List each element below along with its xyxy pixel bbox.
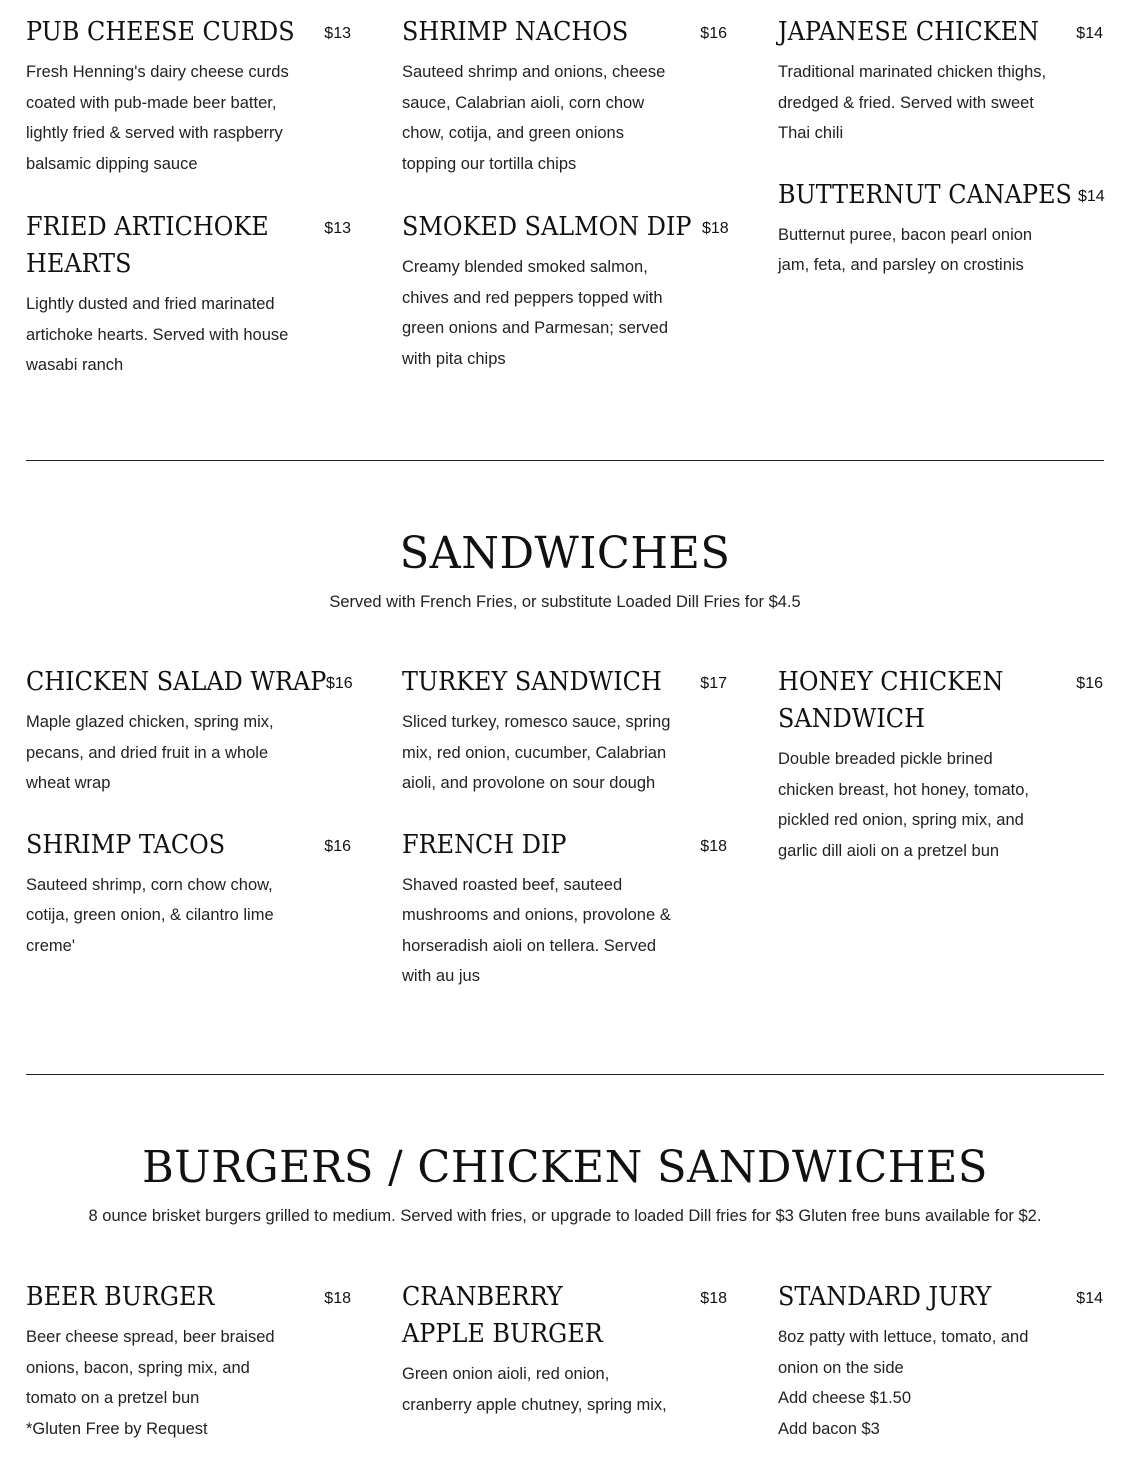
menu-item — [402, 14, 727, 179]
item-description-text: 8oz patty with lettuce, tomato, and onion on the side — [778, 1328, 1033, 1377]
appetizers-column-3 — [778, 14, 1103, 411]
item-name: CHICKEN SALAD WRAP — [26, 667, 327, 697]
item-name: BEER BURGER — [26, 1282, 215, 1312]
menu-item — [778, 177, 1103, 281]
item-name: HONEY CHICKEN SANDWICH — [778, 667, 1004, 734]
item-description: Butternut puree, bacon pearl onion jam, feta, and parsley on crostinis — [778, 225, 1033, 274]
item-name: SMOKED SALMON DIP — [402, 212, 692, 242]
item-addon: Add bacon $3 — [778, 1419, 880, 1438]
menu-item — [26, 209, 351, 381]
item-price: $18 — [700, 837, 727, 855]
item-price: $18 — [324, 1290, 351, 1307]
item-name: STANDARD JURY — [778, 1282, 992, 1312]
item-price: $16 — [700, 25, 727, 42]
item-price: $17 — [700, 675, 727, 692]
item-name: SHRIMP TACOS — [26, 829, 226, 860]
menu-item — [26, 1279, 351, 1444]
menu-item — [402, 209, 727, 374]
item-description: Creamy blended smoked salmon, chives and red peppers topped with green onions and Parmesan; served with pita chips — [402, 258, 668, 368]
item-description — [26, 1322, 301, 1444]
item-name: BUTTERNUT CANAPES — [778, 179, 1072, 210]
menu-item — [26, 14, 351, 179]
item-description: Double breaded pickle brined chicken breast, hot honey, tomato, pickled red onion, spring mix, and garlic dill aioli on a pretzel bun — [778, 750, 1030, 860]
item-description: Sauteed shrimp, corn chow chow, cotija, green onion, & cilantro lime creme' — [26, 875, 274, 955]
item-description: Lightly dusted and fried marinated artichoke hearts. Served with house wasabi ranch — [26, 295, 289, 374]
item-description: Sauteed shrimp and onions, cheese sauce, Calabrian aioli, corn chow chow, cotija, and green onions topping our tortilla chips — [402, 63, 666, 173]
item-description: Traditional marinated chicken thighs, dredged & fried. Served with sweet Thai chili — [778, 63, 1047, 142]
item-name: TURKEY SANDWICH — [402, 667, 662, 697]
item-name: PUB CHEESE CURDS — [26, 17, 295, 47]
burgers-column-3 — [778, 1279, 1103, 1474]
appetizers-section — [26, 14, 1104, 411]
item-price: $18 — [702, 220, 729, 237]
menu-item — [402, 1279, 727, 1420]
sandwiches-column-3 — [778, 664, 1103, 1022]
burgers-section — [26, 1279, 1104, 1474]
item-price: $13 — [324, 25, 351, 42]
section-subtitle-burgers: 8 ounce brisket burgers grilled to medium. Served with fries, or upgrade to loaded Dill fries for $3 Gluten free buns available for $2. — [88, 1207, 1042, 1225]
sandwiches-column-2 — [402, 664, 727, 1022]
menu-item — [402, 664, 727, 799]
section-divider — [26, 460, 1104, 461]
appetizers-grid — [26, 14, 1104, 411]
sandwiches-section — [26, 664, 1104, 1022]
item-price: $16 — [326, 675, 353, 692]
item-price: $18 — [700, 1290, 727, 1307]
section-subtitle-sandwiches: Served with French Fries, or substitute Loaded Dill Fries for $4.5 — [329, 593, 801, 611]
sandwiches-grid — [26, 664, 1104, 1022]
item-description-text: Beer cheese spread, beer braised onions, bacon, spring mix, and tomato on a pretzel bun — [26, 1328, 280, 1407]
appetizers-column-1 — [26, 14, 351, 411]
burgers-column-1 — [26, 1279, 351, 1474]
menu-item — [778, 664, 1103, 866]
section-title-sandwiches: SANDWICHES — [399, 528, 731, 579]
menu-item — [26, 827, 351, 962]
item-note: *Gluten Free by Request — [26, 1419, 208, 1438]
burgers-grid — [26, 1279, 1104, 1474]
item-price: $13 — [324, 220, 351, 237]
item-name: FRIED ARTICHOKE HEARTS — [26, 212, 269, 279]
item-name: CRANBERRY APPLE BURGER — [402, 1282, 603, 1349]
item-addon: Add cheese $1.50 — [778, 1389, 912, 1407]
item-description: Fresh Henning's dairy cheese curds coated with pub-made beer batter, lightly fried & served with raspberry balsamic dipping sauce — [26, 63, 289, 173]
menu-item — [778, 1279, 1103, 1444]
burgers-column-2 — [402, 1279, 727, 1474]
section-divider — [26, 1074, 1104, 1075]
item-price: $14 — [1076, 25, 1103, 42]
menu-item — [402, 827, 727, 992]
item-price: $14 — [1078, 187, 1105, 205]
appetizers-column-2 — [402, 14, 727, 411]
item-name: SHRIMP NACHOS — [402, 17, 629, 47]
sandwiches-column-1 — [26, 664, 351, 1022]
item-description — [778, 1322, 1053, 1444]
item-description: Maple glazed chicken, spring mix, pecans, and dried fruit in a whole wheat wrap — [26, 713, 274, 792]
item-description: Shaved roasted beef, sauteed mushrooms and onions, provolone & horseradish aioli on tellera. Served with au jus — [402, 875, 671, 985]
menu-item — [26, 664, 351, 799]
item-name: JAPANESE CHICKEN — [778, 17, 1040, 47]
section-title-burgers: BURGERS / CHICKEN SANDWICHES — [142, 1142, 988, 1193]
item-price: $16 — [1076, 675, 1103, 692]
item-price: $14 — [1076, 1290, 1103, 1307]
menu-item — [778, 14, 1103, 149]
item-name: FRENCH DIP — [402, 829, 567, 860]
item-description: Sliced turkey, romesco sauce, spring mix, red onion, cucumber, Calabrian aioli, and provolone on sour dough — [402, 713, 671, 792]
item-price: $16 — [324, 837, 351, 855]
item-description: Green onion aioli, red onion, cranberry apple chutney, spring mix, — [402, 1365, 667, 1414]
